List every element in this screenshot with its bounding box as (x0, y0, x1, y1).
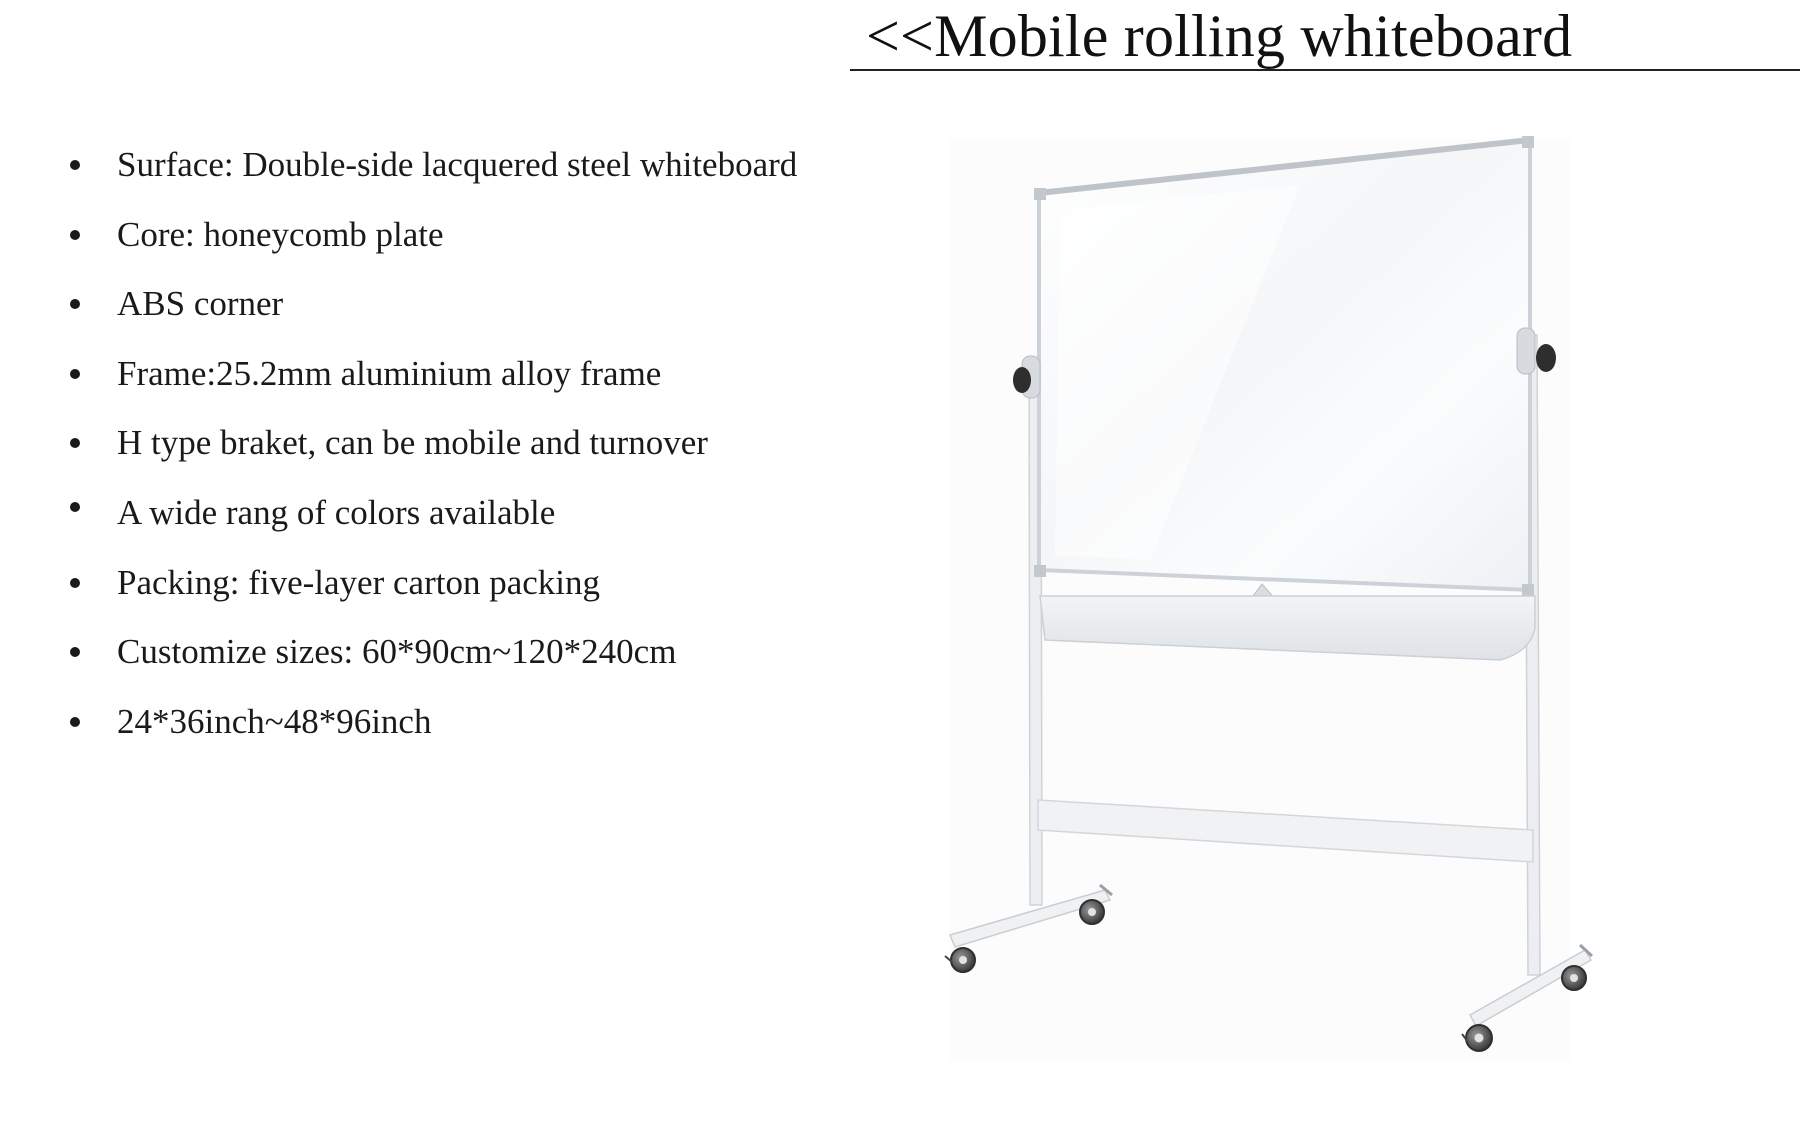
feature-text: Surface: Double-side lacquered steel whiteboard (117, 145, 798, 184)
page-title: <<Mobile rolling whiteboard (866, 3, 1573, 69)
bullet-icon (70, 647, 80, 657)
bullet-icon (70, 230, 80, 240)
bullet-icon (70, 369, 80, 379)
bullet-icon (70, 299, 80, 309)
title-underline (850, 69, 1800, 71)
bullet-icon (70, 502, 80, 512)
bullet-icon (70, 578, 80, 588)
mobile-whiteboard-photo (930, 130, 1610, 1070)
bullet-icon (70, 160, 80, 170)
bullet-icon (70, 438, 80, 448)
feature-text: Core: honeycomb plate (117, 214, 444, 254)
feature-text: Packing: five-layer carton packing (117, 562, 600, 602)
feature-text: Customize sizes: 60*90cm~120*240cm (117, 632, 677, 672)
feature-text: Frame:25.2mm aluminium alloy frame (117, 353, 662, 393)
bullet-icon (70, 717, 80, 727)
feature-text: A wide rang of colors available (117, 492, 556, 532)
feature-text: H type braket, can be mobile and turnover (117, 423, 708, 463)
feature-text: ABS corner (117, 284, 284, 324)
feature-text: 24*36inch~48*96inch (117, 701, 432, 741)
